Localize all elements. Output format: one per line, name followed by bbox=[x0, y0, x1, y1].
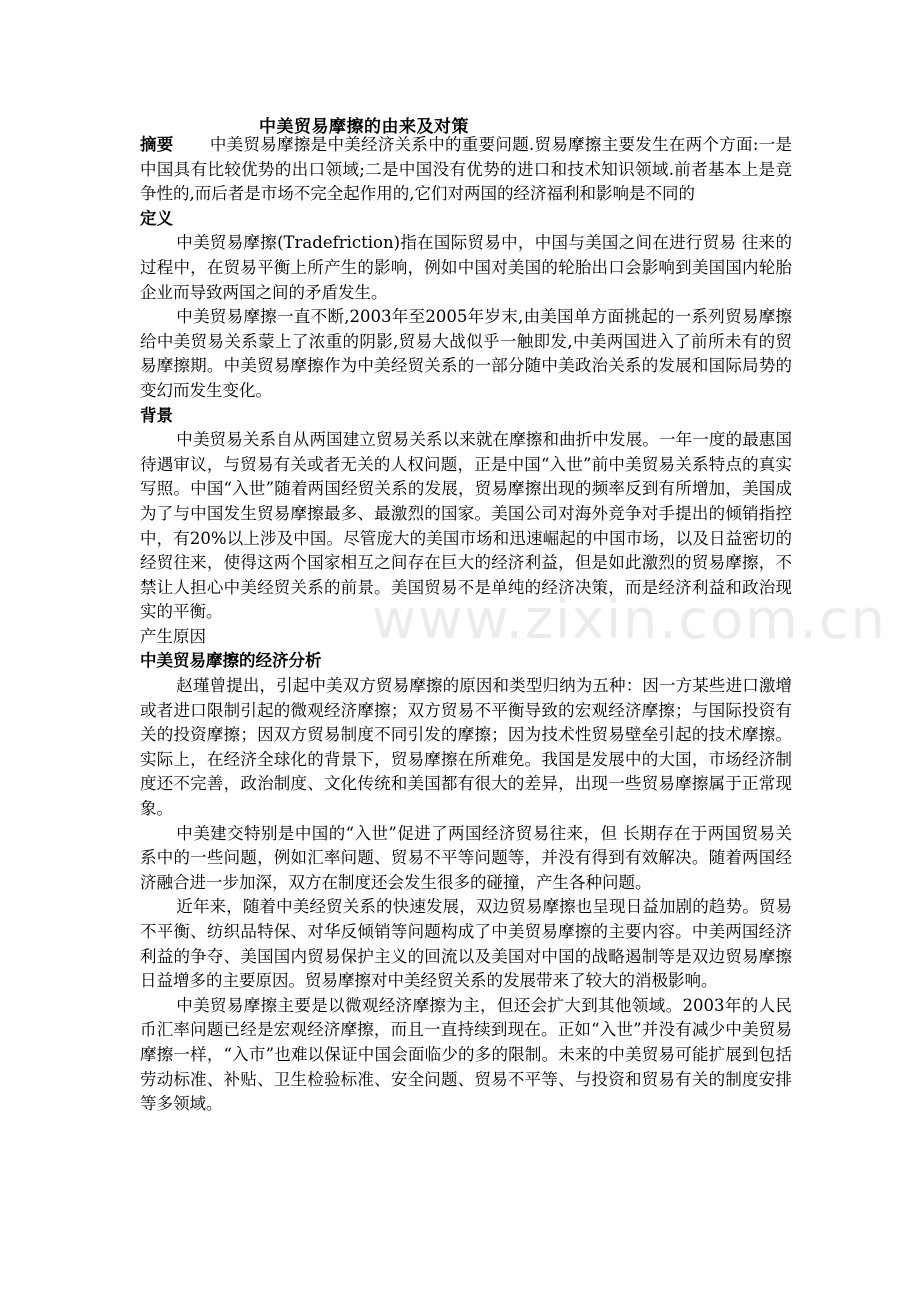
definition-paragraph-1: 中美贸易摩擦(Tradefriction)指在国际贸易中，中国与美国之间在进行贸易 往来的过程中，在贸易平衡上所产生的影响，例如中国对美国的轮胎出口会影响到美国国内轮胎企业而导致两国之间的矛盾发生。 bbox=[140, 233, 792, 302]
causes-label: 产生原因 bbox=[140, 626, 206, 646]
document-title: 中美贸易摩擦的由来及对策 bbox=[259, 117, 469, 137]
analysis-paragraph-2: 中美建交特别是中国的“入世”促进了两国经济贸易往来，但 长期存在于两国贸易关系中的一些问题，例如汇率问题、贸易不平等问题等，并没有得到有效解决。随着两国经济融合进一步加深，双方在制度还会发生很多的碰撞，产生各种问题。 bbox=[140, 823, 792, 892]
analysis-paragraph-3: 近年来，随着中美经贸关系的快速发展，双边贸易摩擦也呈现日益加剧的趋势。贸易不平衡、纺织品特保、对华反倾销等问题构成了中美贸易摩擦的主要内容。中美两国经济利益的争夺、美国国内贸易保护主义的回流以及美国对中国的战略遏制等是双边贸易摩擦日益增多的主要原因。贸易摩擦对中美经贸关系的发展带来了较大的消极影响。 bbox=[140, 897, 792, 991]
document-body bbox=[140, 133, 792, 1117]
background-heading: 背景 bbox=[140, 405, 173, 425]
watermark: www.zixin.com.cn bbox=[372, 588, 887, 651]
definition-paragraph-2: 中美贸易摩擦一直不断,2003年至2005年岁末,由美国单方面挑起的一系列贸易摩擦给中美贸易关系蒙上了浓重的阴影,贸易大战似乎一触即发,中美两国进入了前所未有的贸易摩擦期。中美贸易摩擦作为中美经贸关系的一部分随中美政治关系的发展和国际局势的变幻而发生变化。 bbox=[140, 307, 792, 400]
abstract-text: 中美贸易摩擦是中美经济关系中的重要问题.贸易摩擦主要发生在两个方面:一是中国具有比较优势的出口领域;二是中国没有优势的进口和技术知识领域.前者基本上是竞争性的,而后者是市场不完全起作用的,它们对两国的经济福利和影响是不同的 bbox=[140, 135, 792, 204]
analysis-paragraph-1: 赵瑾曾提出，引起中美双方贸易摩擦的原因和类型归纳为五种：因一方某些进口激增或者进口限制引起的微观经济摩擦；双方贸易不平衡导致的宏观经济摩擦；与国际投资有关的投资摩擦；因双方贸易制度不同引发的摩擦；因为技术性贸易壁垒引起的技术摩擦。实际上，在经济全球化的背景下，贸易摩擦在所难免。我国是发展中的大国，市场经济制度还不完善，政治制度、文化传统和美国都有很大的差异，出现一些贸易摩擦属于正常现象。 bbox=[140, 676, 792, 819]
background-paragraph-1: 中美贸易关系自从两国建立贸易关系以来就在摩擦和曲折中发展。一年一度的最惠国待遇审议，与贸易有关或者无关的人权问题，正是中国“入世”前中美贸易关系特点的真实写照。中国“入世”随着两国经贸关系的发展，贸易摩擦出现的频率反到有所增加，美国成为了与中国发生贸易摩擦最多、最激烈的国家。美国公司对海外竞争对手提出的倾销指控中，有20%以上涉及中国。尽管庞大的美国市场和迅速崛起的中国市场，以及日益密切的经贸往来，使得这两个国家相互之间存在巨大的经济利益，但是如此激烈的贸易摩擦，不禁让人担心中美经贸关系的前景。美国贸易不是单纯的经济决策，而是经济利益和政治现实的平衡。 bbox=[140, 430, 792, 622]
abstract bbox=[140, 133, 792, 207]
definition-heading: 定义 bbox=[140, 208, 173, 228]
analysis-heading: 中美贸易摩擦的经济分析 bbox=[140, 651, 322, 671]
analysis-paragraph-4: 中美贸易摩擦主要是以微观经济摩擦为主，但还会扩大到其他领域。2003年的人民币汇率问题已经是宏观经济摩擦，而且一直持续到现在。正如“入世”并没有减少中美贸易摩擦一样，“入市”也难以保证中国会面临少的多的限制。未来的中美贸易可能扩展到包括劳动标准、补贴、卫生检验标准、安全问题、贸易不平等、与投资和贸易有关的制度安排等多领域。 bbox=[140, 995, 792, 1114]
abstract-label: 摘要 bbox=[140, 135, 174, 154]
